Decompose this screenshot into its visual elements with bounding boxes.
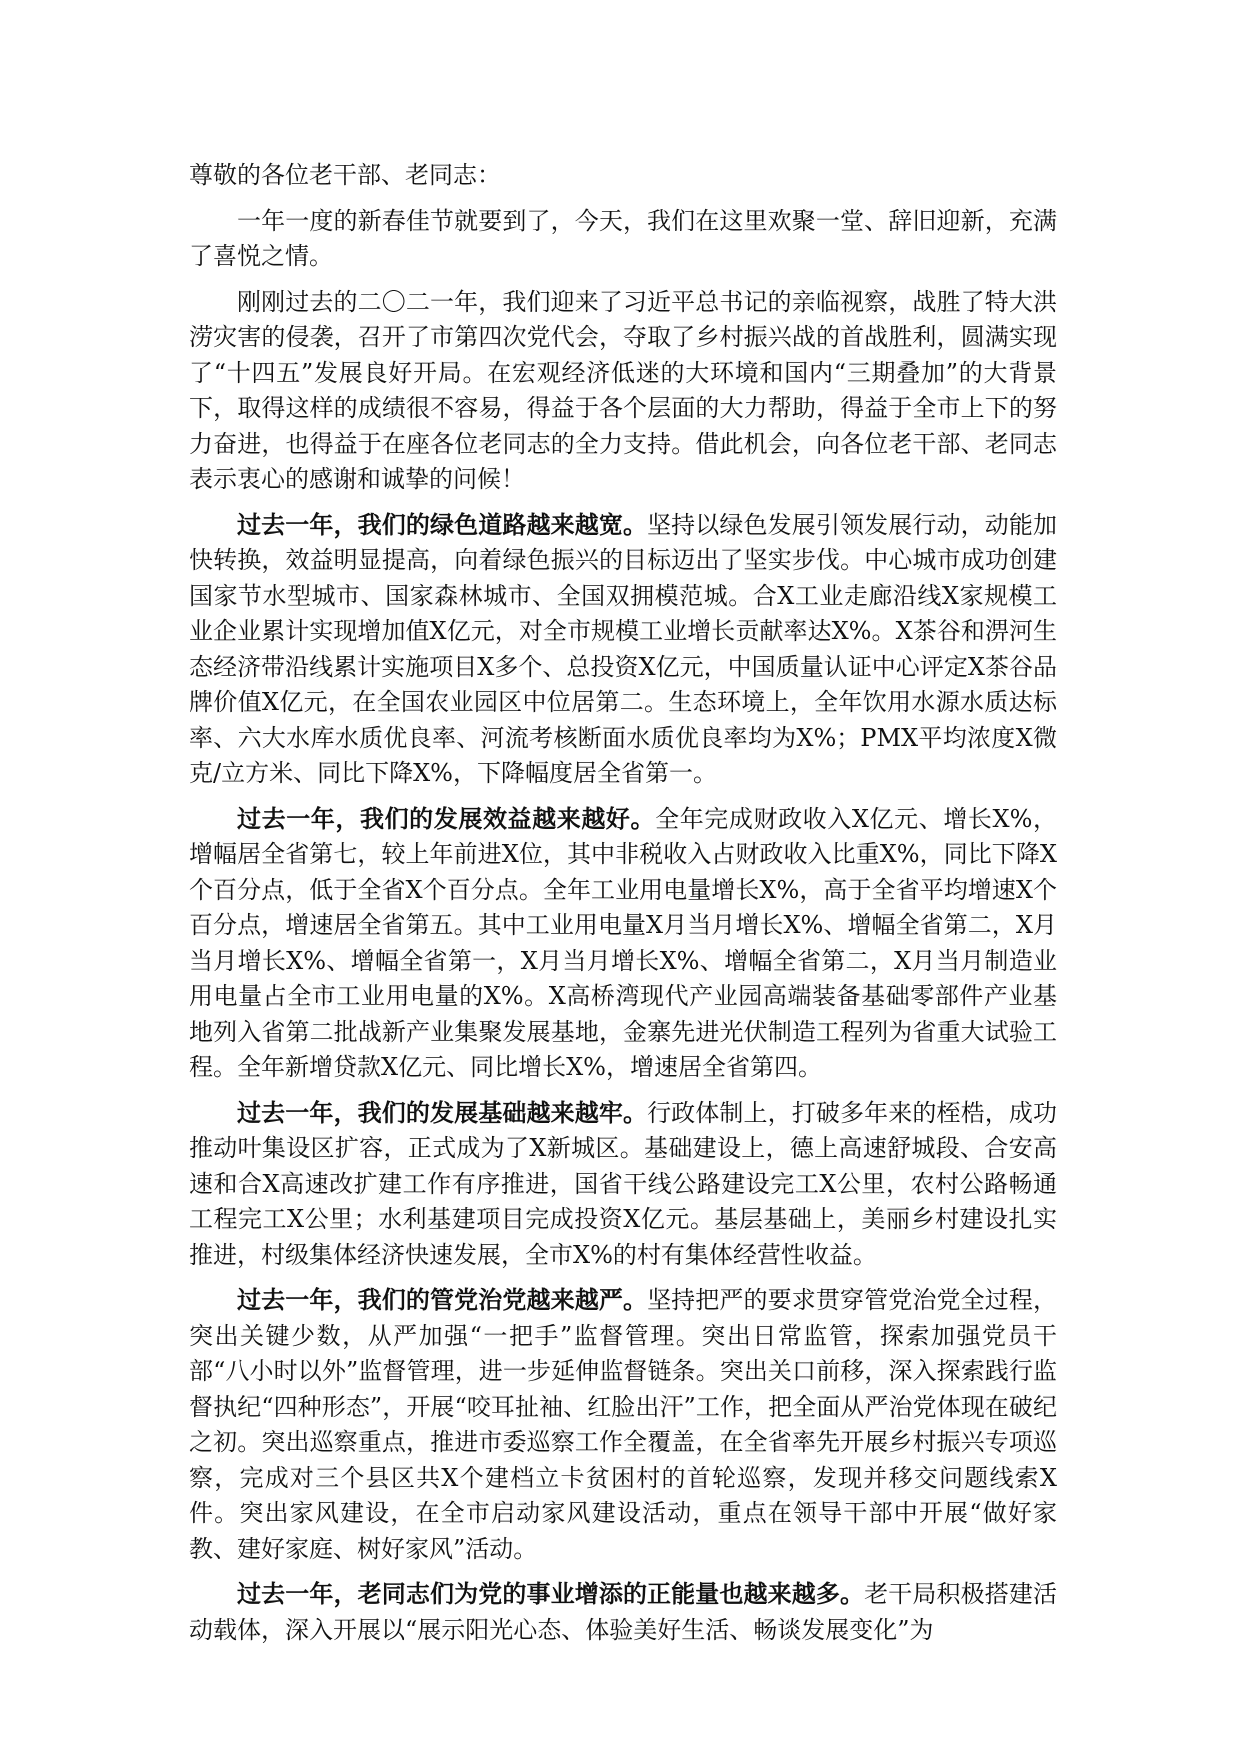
paragraph-text: 坚持以绿色发展引领发展行动，动能加快转换，效益明显提高，向着绿色振兴的目标迈出了坚实步伐。中心城市成功创建国家节水型城市、国家森林城市、全国双拥模范城。合X工业走廊沿线X家规模工业企业累计实现增加值X亿元，对全市规模工业增长贡献率达X%。X茶谷和淠河生态经济带沿线累计实施项目X多个、总投资X亿元，中国质量认证中心评定X茶谷品牌价值X亿元，在全国农业园区中位居第二。生态环境上，全年饮用水源水质达标率、六大水库水质优良率、河流考核断面水质优良率均为X%；PMX平均浓度X微克/立方米、同比下降X%，下降幅度居全省第一。 (189, 510, 1058, 787)
paragraph-text: 一年一度的新春佳节就要到了，今天，我们在这里欢聚一堂、辞旧迎新，充满了喜悦之情。 (189, 206, 1057, 270)
paragraph-lead: 过去一年，我们的发展效益越来越好。 (237, 803, 656, 833)
paragraph (189, 203, 1057, 275)
paragraph (189, 1095, 1057, 1274)
paragraph (189, 801, 1057, 1086)
paragraph-lead: 过去一年，我们的发展基础越来越牢。 (237, 1097, 648, 1127)
paragraph (189, 1576, 1057, 1648)
paragraph-lead: 过去一年，老同志们为党的事业增添的正能量也越来越多。 (237, 1579, 865, 1608)
document-body (189, 158, 1057, 1657)
paragraph (189, 284, 1057, 498)
paragraph (189, 1282, 1057, 1567)
paragraph-lead: 过去一年，我们的绿色道路越来越宽。 (237, 509, 648, 539)
paragraph-text: 老干局积极搭建活动载体，深入开展以“展示阳光心态、体验美好生活、畅谈发展变化”为 (189, 1580, 1058, 1644)
paragraph-text: 刚刚过去的二〇二一年，我们迎来了习近平总书记的亲临视察，战胜了特大洪涝灾害的侵袭，召开了市第四次党代会，夺取了乡村振兴战的首战胜利，圆满实现了“十四五”发展良好开局。在宏观经济低迷的大环境和国内“三期叠加”的大背景下，取得这样的成绩很不容易，得益于各个层面的大力帮助，得益于全市上下的努力奋进，也得益于在座各位老同志的全力支持。借此机会，向各位老干部、老同志表示衷心的感谢和诚挚的问候！ (189, 287, 1057, 493)
paragraph (189, 507, 1057, 792)
paragraph-text: 行政体制上，打破多年来的桎梏，成功推动叶集设区扩容，正式成为了X新城区。基础建设上，德上高速舒城段、合安高速和合X高速改扩建工作有序推进，国省干线公路建设完工X公里，农村公路畅通工程完工X公里；水利基建项目完成投资X亿元。基层基础上，美丽乡村建设扎实推进，村级集体经济快速发展，全市X%的村有集体经营性收益。 (189, 1098, 1058, 1269)
paragraph-text: 坚持把严的要求贯穿管党治党全过程，突出关键少数，从严加强“一把手”监督管理。突出日常监管，探索加强党员干部“八小时以外”监督管理，进一步延伸监督链条。突出关口前移，深入探索践行监督执纪“四种形态”，开展“咬耳扯袖、红脸出汗”工作，把全面从严治党体现在破纪之初。突出巡察重点，推进市委巡察工作全覆盖，在全省率先开展乡村振兴专项巡察，完成对三个县区共X个建档立卡贫困村的首轮巡察，发现并移交问题线索X件。突出家风建设，在全市启动家风建设活动，重点在领导干部中开展“做好家教、建好家庭、树好家风”活动。 (189, 1286, 1058, 1563)
salutation: 尊敬的各位老干部、老同志： (189, 161, 501, 189)
paragraph-lead: 过去一年，我们的管党治党越来越严。 (237, 1285, 648, 1314)
paragraph-text: 全年完成财政收入X亿元、增长X%，增幅居全省第七，较上年前进X位，其中非税收入占财政收入比重X%，同比下降X个百分点，低于全省X个百分点。全年工业用电量增长X%，高于全省平均增速X个百分点，增速居全省第五。其中工业用电量X月当月增长X%、增幅全省第二，X月当月增长X%、增幅全省第一，X月当月增长X%、增幅全省第二，X月当月制造业用电量占全市工业用电量的X%。X高桥湾现代产业园高端装备基础零部件产业基地列入省第二批战新产业集聚发展基地，金寨先进光伏制造工程列为省重大试验工程。全年新增贷款X亿元、同比增长X%，增速居全省第四。 (189, 804, 1057, 1081)
